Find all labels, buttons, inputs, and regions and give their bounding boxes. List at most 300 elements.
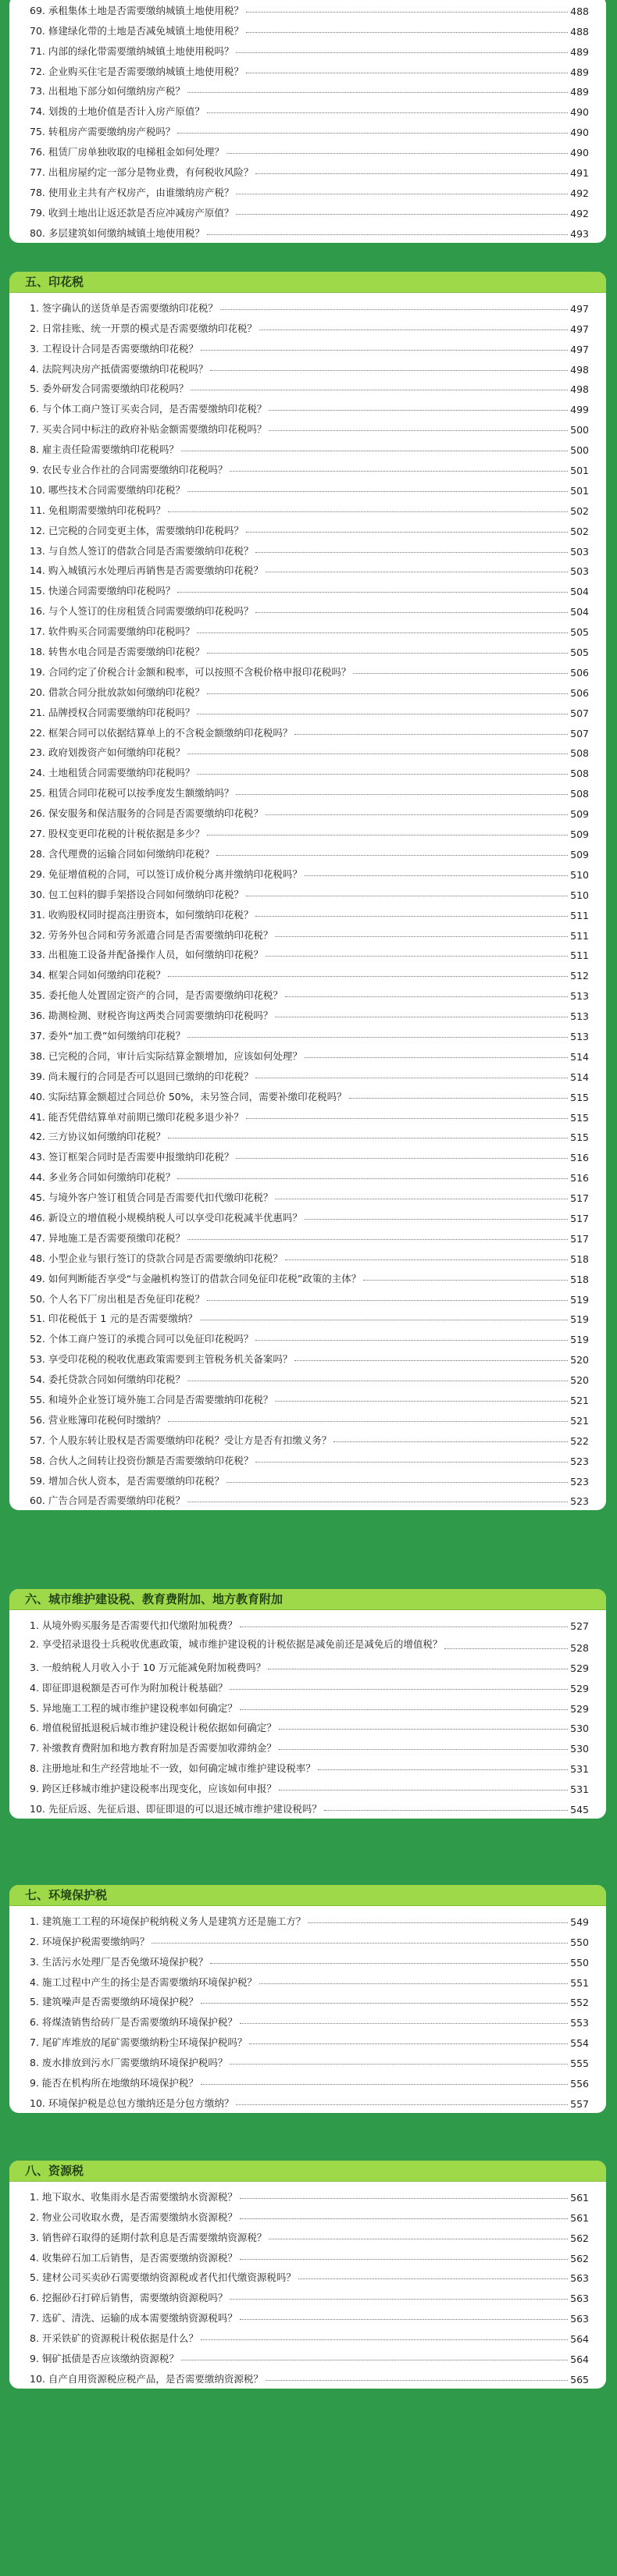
toc-entry-page: 504	[570, 606, 589, 618]
toc-entry-page: 506	[570, 686, 589, 699]
toc-entry-page: 511	[570, 950, 589, 962]
toc-entry-page: 489	[570, 45, 589, 58]
toc-entry[interactable]	[9, 1163, 606, 1184]
toc-entry-title: 43. 签订框架合同时是否需要申报缴纳印花税？	[30, 1151, 234, 1163]
dot-leader	[236, 2104, 568, 2105]
toc-entry[interactable]	[9, 2325, 606, 2345]
toc-entry[interactable]	[9, 800, 606, 820]
toc-entry[interactable]	[9, 1969, 606, 1989]
toc-entry-title: 5. 异地施工工程的城市维护建设税率如何确定？	[30, 1701, 237, 1714]
toc-entry-page: 562	[570, 2252, 589, 2264]
toc-entry-title: 70. 修建绿化带的土地是否减免城镇土地使用税？	[30, 24, 244, 37]
toc-entry[interactable]	[9, 1755, 606, 1775]
toc-entry-page: 515	[570, 1091, 589, 1103]
dot-leader	[236, 52, 568, 53]
toc-entry-title: 78. 使用业主共有产权房产，由谁缴纳房产税？	[30, 186, 234, 198]
toc-entry[interactable]	[9, 679, 606, 699]
toc-entry-title: 8. 废水排放到污水厂需要缴纳环境保护税吗？	[30, 2057, 228, 2069]
toc-entry-title: 72. 企业购买住宅是否需要缴纳城镇土地使用税？	[30, 65, 244, 77]
toc-entry-title: 32. 劳务外包合同和劳务派遣合同是否需要缴纳印花税？	[30, 928, 273, 941]
dot-leader	[207, 1300, 568, 1301]
toc-entry-title: 41. 能否凭借结算单对前期已缴印花税多退少补？	[30, 1110, 244, 1123]
toc-entry[interactable]	[9, 618, 606, 638]
toc-entry-title: 31. 收购股权同时提高注册资本，如何缴纳印花税？	[30, 908, 254, 921]
toc-entry-title: 1. 签字确认的送货单是否需要缴纳印花税？	[30, 301, 218, 314]
toc-entry[interactable]	[9, 1488, 606, 1508]
toc-entry[interactable]	[9, 1063, 606, 1083]
toc-entry-page: 501	[570, 465, 589, 477]
toc-entry-page: 497	[570, 302, 589, 315]
toc-entry[interactable]	[9, 840, 606, 860]
toc-entry[interactable]	[9, 1775, 606, 1795]
toc-entry[interactable]	[9, 138, 606, 159]
toc-entry-page: 497	[570, 322, 589, 335]
toc-entry-title: 26. 保安服务和保洁服务的合同是否需要缴纳印花税？	[30, 807, 263, 820]
toc-entry-title: 75. 转租房产需要缴纳房产税吗？	[30, 126, 176, 138]
toc-entry[interactable]	[9, 699, 606, 719]
toc-entry[interactable]	[9, 1345, 606, 1366]
toc-entry-title: 9. 能否在机构所在地缴纳环境保护税？	[30, 2077, 198, 2090]
dot-leader	[249, 2043, 568, 2044]
toc-list	[9, 0, 606, 243]
toc-entry[interactable]	[9, 1467, 606, 1488]
toc-entry[interactable]	[9, 881, 606, 901]
toc-entry[interactable]	[9, 1042, 606, 1063]
toc-entry[interactable]	[9, 1715, 606, 1735]
dot-leader	[168, 976, 568, 977]
toc-entry-page: 556	[570, 2078, 589, 2090]
dot-leader	[353, 673, 568, 674]
toc-entry-title: 13. 与自然人签订的借款合同是否需要缴纳印花税？	[30, 544, 254, 557]
toc-entry[interactable]	[9, 982, 606, 1002]
dot-leader	[240, 1626, 568, 1627]
toc-entry-title: 57. 个人股东转让股权是否需要缴纳印花税？受让方是否有扣缴义务？	[30, 1434, 332, 1446]
toc-entry[interactable]	[9, 2345, 606, 2365]
toc-entry-title: 2. 享受招录退役士兵税收优惠政策，城市维护建设税的计税依据是减免前还是减免后的增值税？	[30, 1637, 443, 1650]
toc-entry[interactable]	[9, 2029, 606, 2049]
toc-entry-page: 508	[570, 747, 589, 760]
toc-entry[interactable]	[9, 901, 606, 921]
toc-entry[interactable]	[9, 2304, 606, 2325]
toc-entry[interactable]	[9, 1989, 606, 2009]
toc-entry-page: 509	[570, 808, 589, 821]
toc-entry-page: 529	[570, 1662, 589, 1674]
toc-entry-title: 35. 委托他人处置固定资产的合同，是否需要缴纳印花税？	[30, 989, 283, 1002]
toc-entry[interactable]	[9, 759, 606, 779]
toc-entry[interactable]	[9, 860, 606, 881]
toc-entry-page: 501	[570, 484, 589, 497]
section-heading: 八、资源税	[9, 2161, 606, 2182]
toc-entry-title: 21. 品牌授权合同需要缴纳印花税吗？	[30, 706, 195, 718]
toc-entry-page: 563	[570, 2272, 589, 2285]
toc-entry[interactable]	[9, 1928, 606, 1948]
toc-entry[interactable]	[9, 78, 606, 98]
section-heading: 六、城市维护建设税、教育费附加、地方教育附加	[9, 1589, 606, 1610]
toc-entry[interactable]	[9, 2183, 606, 2204]
toc-entry[interactable]	[9, 1366, 606, 1386]
dot-leader	[168, 511, 568, 512]
toc-entry-title: 42. 三方协议如何缴纳印花税？	[30, 1131, 166, 1143]
toc-entry[interactable]	[9, 719, 606, 739]
dot-leader	[197, 632, 568, 633]
toc-entry-title: 50. 个人名下厂房出租是否免征印花税？	[30, 1292, 205, 1305]
dot-leader	[305, 875, 568, 876]
dot-leader	[230, 2064, 568, 2065]
dot-leader	[279, 1729, 568, 1730]
toc-entry-title: 8. 注册地址和生产经营地址不一致，如何确定城市维护建设税率？	[30, 1762, 316, 1775]
toc-entry-title: 16. 与个人签订的住房租赁合同需要缴纳印花税吗？	[30, 605, 254, 618]
toc-entry-page: 521	[570, 1394, 589, 1406]
toc-entry[interactable]	[9, 2224, 606, 2244]
toc-entry[interactable]	[9, 558, 606, 578]
toc-entry[interactable]	[9, 1447, 606, 1467]
toc-entry[interactable]	[9, 58, 606, 78]
toc-entry-page: 531	[570, 1763, 589, 1776]
dot-leader	[201, 350, 568, 351]
toc-entry[interactable]	[9, 1124, 606, 1144]
toc-entry-page: 497	[570, 343, 589, 355]
dot-leader	[226, 1482, 568, 1483]
toc-entry-page: 507	[570, 707, 589, 719]
toc-entry[interactable]	[9, 1022, 606, 1042]
dot-leader	[363, 1280, 568, 1281]
dot-leader	[255, 612, 568, 613]
toc-entry[interactable]	[9, 415, 606, 436]
toc-entry-title: 3. 工程设计合同是否需要缴纳印花税？	[30, 342, 198, 355]
dot-leader	[333, 1441, 568, 1442]
toc-entry-page: 519	[570, 1334, 589, 1346]
toc-entry-page: 545	[570, 1804, 589, 1816]
toc-entry-title: 46. 新设立的增值税小规模纳税人可以享受印花税减半优惠吗？	[30, 1211, 302, 1224]
toc-entry[interactable]	[9, 921, 606, 942]
toc-entry[interactable]	[9, 98, 606, 118]
toc-entry[interactable]	[9, 335, 606, 355]
toc-entry-title: 37. 委外“加工费”如何缴纳印花税？	[30, 1029, 186, 1042]
toc-entry-title: 10. 环境保护税是总包方缴纳还是分包方缴纳？	[30, 2097, 234, 2109]
toc-entry-page: 523	[570, 1475, 589, 1488]
toc-entry[interactable]	[9, 1612, 606, 1632]
toc-entry-page: 551	[570, 1976, 589, 1989]
dot-leader	[240, 2198, 568, 2199]
dot-leader	[187, 1037, 568, 1038]
toc-entry[interactable]	[9, 476, 606, 497]
dot-leader	[255, 552, 568, 553]
toc-entry-title: 34. 框架合同如何缴纳印花税？	[30, 969, 166, 982]
toc-entry[interactable]	[9, 1143, 606, 1163]
dot-leader	[187, 1239, 568, 1240]
toc-entry-page: 498	[570, 363, 589, 376]
toc-card-section-4	[9, 0, 606, 243]
toc-entry-title: 69. 承租集体土地是否需要缴纳城镇土地使用税？	[30, 4, 244, 16]
toc-list	[9, 293, 606, 1510]
dot-leader	[187, 491, 568, 492]
dot-leader	[207, 653, 568, 654]
toc-entry-title: 4. 法院判决房产抵债需要缴纳印花税吗？	[30, 362, 209, 375]
toc-entry[interactable]	[9, 436, 606, 456]
toc-entry-title: 56. 营业账簿印花税何时缴纳？	[30, 1413, 166, 1426]
toc-entry-page: 509	[570, 848, 589, 860]
toc-entry[interactable]	[9, 2284, 606, 2304]
toc-entry-page: 502	[570, 504, 589, 517]
dot-leader	[259, 1983, 568, 1984]
toc-entry[interactable]	[9, 2069, 606, 2090]
toc-entry-page: 489	[570, 66, 589, 78]
toc-entry[interactable]	[9, 315, 606, 335]
toc-entry[interactable]	[9, 577, 606, 597]
toc-entry-page: 517	[570, 1212, 589, 1224]
dot-leader	[294, 1360, 568, 1361]
toc-entry[interactable]	[9, 961, 606, 982]
toc-entry-page: 492	[570, 187, 589, 199]
toc-entry-page: 563	[570, 2293, 589, 2305]
toc-entry-title: 15. 快递合同需要缴纳印花税吗？	[30, 585, 176, 597]
toc-entry-page: 511	[570, 909, 589, 921]
toc-entry-page: 489	[570, 86, 589, 98]
toc-entry-title: 6. 增值税留抵退税后城市维护建设税计税依据如何确定？	[30, 1722, 276, 1734]
toc-entry-page: 528	[570, 1641, 589, 1654]
toc-entry-title: 55. 和境外企业签订境外施工合同是否需要缴纳印花税？	[30, 1393, 273, 1406]
toc-entry-page: 488	[570, 25, 589, 37]
toc-entry[interactable]	[9, 456, 606, 476]
dot-leader	[230, 471, 568, 472]
dot-leader	[279, 1749, 568, 1750]
toc-entry-title: 29. 免征增值税的合同，可以签订成价税分离并缴纳印花税吗？	[30, 868, 302, 880]
toc-entry-title: 47. 异地施工是否需要预缴印花税？	[30, 1231, 185, 1244]
dot-leader	[240, 2259, 568, 2260]
toc-entry-page: 564	[570, 2333, 589, 2346]
toc-entry-page: 520	[570, 1354, 589, 1366]
toc-entry[interactable]	[9, 1406, 606, 1427]
toc-entry-title: 3. 销售碎石取得的延期付款利息是否需要缴纳资源税？	[30, 2231, 267, 2243]
toc-entry-page: 562	[570, 2232, 589, 2244]
toc-entry-page: 509	[570, 828, 589, 841]
toc-entry-title: 22. 框架合同可以依据结算单上的不含税金额缴纳印花税吗？	[30, 726, 293, 739]
toc-entry-page: 518	[570, 1252, 589, 1265]
toc-entry-title: 7. 选矿、清洗、运输的成本需要缴纳资源税吗？	[30, 2312, 237, 2325]
toc-entry-page: 493	[570, 227, 589, 240]
dot-leader	[255, 173, 568, 174]
toc-entry-page: 518	[570, 1273, 589, 1285]
dot-leader	[230, 2299, 568, 2300]
toc-entry[interactable]	[9, 1083, 606, 1103]
dot-leader	[246, 32, 568, 33]
toc-entry-title: 10. 自产自用资源税应税产品，是否需要缴纳资源税？	[30, 2372, 263, 2385]
dot-leader	[207, 835, 568, 836]
toc-entry-page: 517	[570, 1232, 589, 1245]
toc-entry[interactable]	[9, 219, 606, 240]
toc-entry-title: 73. 出租地下部分如何缴纳房产税？	[30, 85, 185, 98]
toc-entry[interactable]	[9, 294, 606, 315]
toc-entry[interactable]	[9, 1224, 606, 1245]
toc-entry-title: 6. 将煤渣销售给砖厂是否需要缴纳环境保护税？	[30, 2016, 237, 2029]
toc-card-resource-tax	[9, 2161, 606, 2389]
toc-entry-title: 77. 出租房屋约定一部分是物业费，有何税收风险？	[30, 166, 254, 179]
toc-entry[interactable]	[9, 1674, 606, 1694]
toc-entry[interactable]	[9, 1204, 606, 1224]
toc-entry[interactable]	[9, 517, 606, 537]
toc-entry[interactable]	[9, 597, 606, 618]
toc-entry-title: 54. 委托贷款合同如何缴纳印花税？	[30, 1374, 185, 1386]
toc-entry[interactable]	[9, 395, 606, 415]
toc-entry[interactable]	[9, 1948, 606, 1969]
toc-entry[interactable]	[9, 118, 606, 138]
toc-entry-page: 515	[570, 1131, 589, 1144]
dot-leader	[294, 734, 568, 735]
toc-entry[interactable]	[9, 159, 606, 179]
toc-entry[interactable]	[9, 1795, 606, 1815]
toc-entry-title: 39. 尚未履行的合同是否可以退回已缴纳的印花税？	[30, 1070, 254, 1082]
dot-leader	[207, 234, 568, 235]
toc-entry[interactable]	[9, 179, 606, 199]
toc-entry-title: 8. 开采铁矿的资源税计税依据是什么？	[30, 2332, 198, 2345]
toc-entry-title: 74. 划拨的土地价值是否计入房产原值？	[30, 105, 205, 118]
toc-entry-page: 564	[570, 2353, 589, 2366]
toc-entry[interactable]	[9, 1632, 606, 1654]
section-heading: 七、环境保护税	[9, 1885, 606, 1906]
toc-entry[interactable]	[9, 355, 606, 376]
toc-entry-title: 45. 与境外客户签订租赁合同是否需要代扣代缴印花税？	[30, 1192, 273, 1204]
dot-leader	[220, 309, 568, 310]
toc-entry-title: 71. 内部的绿化带需要缴纳城镇土地使用税吗？	[30, 45, 234, 57]
toc-entry-page: 530	[570, 1743, 589, 1755]
toc-entry-title: 52. 个体工商户签订的承揽合同可以免征印花税吗？	[30, 1333, 254, 1345]
toc-entry[interactable]	[9, 820, 606, 840]
dot-leader	[269, 410, 568, 411]
toc-entry[interactable]	[9, 1245, 606, 1265]
toc-entry[interactable]	[9, 497, 606, 517]
toc-entry[interactable]	[9, 1285, 606, 1306]
dot-leader	[275, 1401, 568, 1402]
toc-entry-title: 24. 土地租赁合同需要缴纳印花税吗？	[30, 767, 195, 779]
toc-entry-page: 529	[570, 1682, 589, 1694]
dot-leader	[305, 1057, 568, 1058]
toc-entry[interactable]	[9, 37, 606, 58]
toc-card-environmental-tax	[9, 1885, 606, 2113]
toc-entry[interactable]	[9, 1103, 606, 1124]
toc-entry-title: 2. 物业公司收取水费，是否需要缴纳水资源税？	[30, 2211, 237, 2223]
toc-entry-title: 40. 实际结算金额超过合同总价 50%，未另签合同，需要补缴印花税吗？	[30, 1090, 347, 1103]
toc-entry[interactable]	[9, 2049, 606, 2069]
toc-entry-page: 505	[570, 626, 589, 639]
toc-entry-title: 27. 股权变更印花税的计税依据是多少？	[30, 828, 205, 840]
toc-entry-page: 508	[570, 768, 589, 780]
dot-leader	[324, 1810, 568, 1811]
toc-entry-title: 9. 铜矿抵债是否应该缴纳资源税？	[30, 2353, 179, 2365]
dot-leader	[177, 133, 568, 134]
dot-leader	[240, 2218, 568, 2219]
toc-entry[interactable]	[9, 638, 606, 658]
toc-entry[interactable]	[9, 0, 606, 17]
toc-entry[interactable]	[9, 2244, 606, 2264]
toc-entry-page: 523	[570, 1455, 589, 1467]
toc-entry-title: 33. 出租施工设备并配备操作人员，如何缴纳印花税？	[30, 949, 263, 961]
toc-entry-page: 522	[570, 1434, 589, 1447]
toc-entry-page: 511	[570, 929, 589, 942]
toc-entry[interactable]	[9, 2365, 606, 2385]
toc-entry-title: 6. 与个体工商户签订买卖合同，是否需要缴纳印花税？	[30, 403, 267, 415]
dot-leader	[246, 532, 568, 533]
toc-entry-page: 513	[570, 1030, 589, 1042]
toc-entry-page: 490	[570, 147, 589, 159]
toc-entry[interactable]	[9, 17, 606, 37]
toc-entry[interactable]	[9, 1694, 606, 1715]
toc-entry[interactable]	[9, 1265, 606, 1285]
dot-leader	[240, 2023, 568, 2024]
toc-entry-page: 555	[570, 2058, 589, 2070]
toc-entry-title: 80. 多层建筑如何缴纳城镇土地使用税？	[30, 226, 205, 239]
toc-entry-title: 28. 含代理费的运输合同如何缴纳印花税？	[30, 847, 215, 860]
toc-entry[interactable]	[9, 2090, 606, 2110]
toc-entry[interactable]	[9, 1734, 606, 1755]
toc-entry-title: 7. 尾矿库堆放的尾矿需要缴纳粉尘环境保护税吗？	[30, 2036, 248, 2049]
toc-entry[interactable]	[9, 1427, 606, 1447]
toc-entry-title: 44. 多业务合同如何缴纳印花税？	[30, 1171, 176, 1184]
toc-entry-page: 512	[570, 970, 589, 982]
toc-list	[9, 2182, 606, 2389]
dot-leader	[298, 2278, 568, 2279]
toc-entry[interactable]	[9, 942, 606, 962]
toc-entry-page: 516	[570, 1172, 589, 1185]
section-heading: 五、印花税	[9, 272, 606, 293]
toc-entry[interactable]	[9, 658, 606, 679]
toc-entry[interactable]	[9, 779, 606, 800]
toc-entry-page: 504	[570, 586, 589, 598]
toc-entry[interactable]	[9, 1908, 606, 1928]
toc-entry[interactable]	[9, 2264, 606, 2285]
toc-entry-title: 1. 从境外购买服务是否需要代扣代缴附加税费？	[30, 1619, 237, 1631]
toc-entry[interactable]	[9, 1325, 606, 1345]
toc-entry-page: 519	[570, 1293, 589, 1306]
toc-entry-title: 49. 如何判断能否享受“与金融机构签订的借款合同免征印花税”政策的主体？	[30, 1272, 362, 1284]
toc-entry[interactable]	[9, 1306, 606, 1326]
toc-entry-title: 38. 已完税的合同，审计后实际结算金额增加，应该如何处理？	[30, 1049, 302, 1062]
toc-entry-title: 7. 补缴教育费附加和地方教育附加是否需要加收滞纳金？	[30, 1742, 276, 1755]
toc-entry-page: 513	[570, 1010, 589, 1023]
toc-entry[interactable]	[9, 739, 606, 760]
dot-leader	[240, 2319, 568, 2320]
dot-leader	[444, 1648, 568, 1649]
dot-leader	[210, 1963, 568, 1964]
toc-entry[interactable]	[9, 1002, 606, 1022]
toc-entry[interactable]	[9, 537, 606, 558]
dot-leader	[255, 1462, 568, 1463]
toc-entry[interactable]	[9, 199, 606, 219]
toc-entry-title: 9. 跨区迁移城市维护建设税率出现变化，应该如何申报？	[30, 1783, 276, 1795]
toc-entry-title: 12. 已完税的合同变更主体，需要缴纳印花税吗？	[30, 524, 244, 536]
toc-entry-title: 10. 哪些技术合同需要缴纳印花税？	[30, 483, 185, 496]
dot-leader	[275, 936, 568, 937]
toc-entry[interactable]	[9, 1184, 606, 1204]
toc-entry-title: 5. 建筑噪声是否需要缴纳环境保护税？	[30, 1996, 198, 2008]
toc-entry[interactable]	[9, 1386, 606, 1406]
toc-entry[interactable]	[9, 376, 606, 396]
dot-leader	[207, 112, 568, 113]
toc-entry-page: 563	[570, 2313, 589, 2325]
toc-entry-title: 25. 租赁合同印花税可以按季度发生额缴纳吗？	[30, 787, 234, 800]
toc-entry[interactable]	[9, 1654, 606, 1674]
toc-entry-title: 58. 合伙人之间转让投资份额是否需要缴纳印花税？	[30, 1454, 254, 1466]
toc-entry[interactable]	[9, 2008, 606, 2029]
toc-entry-page: 521	[570, 1414, 589, 1427]
dot-leader	[197, 774, 568, 775]
toc-entry-page: 506	[570, 666, 589, 679]
dot-leader	[285, 1259, 568, 1260]
toc-entry-title: 36. 勘测检测、财税咨询这两类合同需要缴纳印花税吗？	[30, 1010, 273, 1022]
toc-entry[interactable]	[9, 2204, 606, 2224]
toc-entry-title: 5. 委外研发合同需要缴纳印花税吗？	[30, 383, 189, 395]
toc-entry-page: 549	[570, 1915, 589, 1928]
toc-entry-page: 517	[570, 1192, 589, 1205]
